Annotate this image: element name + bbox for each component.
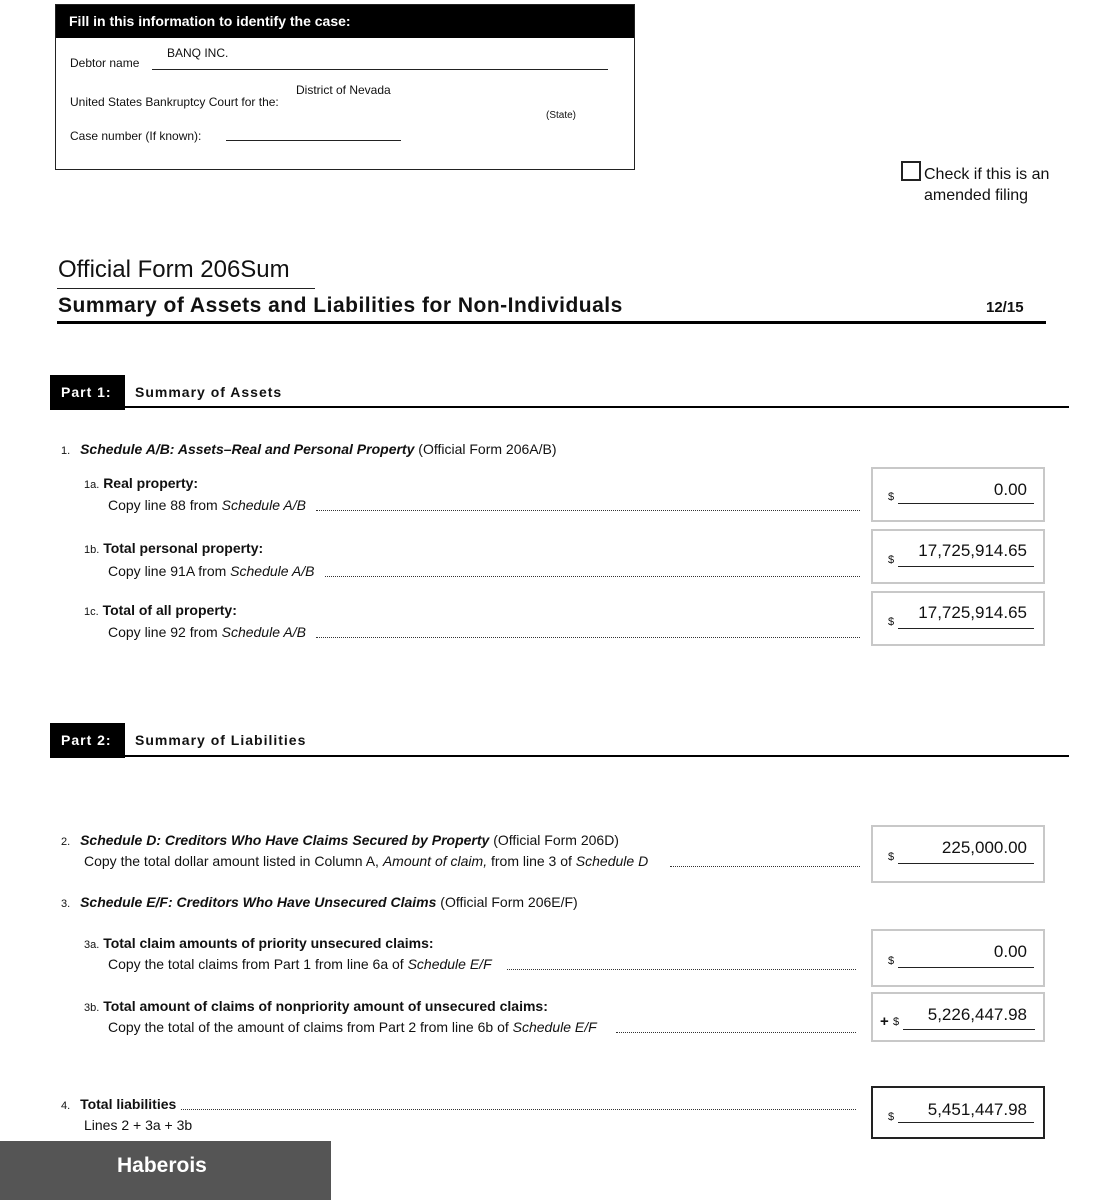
row-1a-amount: 0.00 [993,480,1027,499]
row-1b-leader [325,576,860,577]
case-number-field[interactable] [226,140,401,141]
case-info-header: Fill in this information to identify the case: [56,5,634,38]
amended-filing-label: Check if this is an amended filing [924,166,1050,204]
case-number-label: Case number (If known): [70,129,202,143]
part2-rule [50,755,1069,757]
row-1b-amount: 17,725,914.65 [918,541,1027,560]
row-3b-desc: Copy the total of the amount of claims from Part 2 from line 6b of Schedule E/F [108,1019,597,1035]
row-3a-desc: Copy the total claims from Part 1 from line 6a of Schedule E/F [108,956,492,972]
row-1c-leader [316,637,860,638]
item2-amount: 225,000.00 [941,838,1027,857]
court-district-value[interactable]: District of Nevada [296,83,391,97]
form-revision-date: 12/15 [986,299,1024,316]
item2-heading: 2. Schedule D: Creditors Who Have Claims Secured by Property (Official Form 206D) [61,832,619,848]
row-1c-desc: Copy line 92 from Schedule A/B [108,624,306,640]
item2-desc: Copy the total dollar amount listed in Column A, Amount of claim, from line 3 of Schedule D [84,853,649,869]
row-3a-leader [507,969,856,970]
item2-leader [670,866,860,867]
plus-sign: + [880,1013,889,1030]
watermark-label: Haberois [0,1141,331,1200]
debtor-name-label: Debtor name [70,56,140,70]
part2-title: Summary of Liabilities [135,732,307,748]
form-number-underline [57,288,315,289]
part1-tag: Part 1: [50,375,125,410]
row-3b-amount-box[interactable]: + $ 5,226,447.98 [871,992,1045,1042]
item4-heading: 4. Total liabilities [61,1096,177,1112]
case-info-box [55,4,635,170]
row-3b-label: 3b. Total amount of claims of nonpriority amount of unsecured claims: [84,998,548,1014]
row-3a-label: 3a. Total claim amounts of priority unsecured claims: [84,935,434,951]
title-rule [57,321,1046,324]
part2-tag: Part 2: [50,723,125,758]
row-3b-amount: 5,226,447.98 [927,1005,1027,1024]
item2-amount-box[interactable]: $ 225,000.00 [871,825,1045,883]
row-1c-label: 1c. Total of all property: [84,602,237,618]
row-1c-amount: 17,725,914.65 [918,603,1027,622]
state-label: (State) [546,110,577,121]
row-1a-leader [316,510,860,511]
row-3b-leader [616,1032,856,1033]
part1-title: Summary of Assets [135,384,283,400]
debtor-name-value[interactable]: BANQ INC. [167,46,229,60]
total-liabilities-box[interactable]: $ 5,451,447.98 [871,1086,1045,1139]
item1-heading: 1. Schedule A/B: Assets–Real and Personal Property (Official Form 206A/B) [61,441,557,457]
row-1a-label: 1a. Real property: [84,475,199,491]
item4-desc: Lines 2 + 3a + 3b [84,1117,193,1133]
debtor-name-line [152,69,608,70]
form-number: Official Form 206Sum [58,256,290,283]
row-3a-amount: 0.00 [993,942,1027,961]
row-1c-amount-box[interactable]: $ 17,725,914.65 [871,591,1045,646]
item3-heading: 3. Schedule E/F: Creditors Who Have Unsecured Claims (Official Form 206E/F) [61,894,578,910]
item4-leader [181,1109,856,1110]
row-1b-amount-box[interactable]: $ 17,725,914.65 [871,529,1045,584]
row-1b-desc: Copy line 91A from Schedule A/B [108,563,315,579]
amended-filing-checkbox[interactable] [901,161,921,181]
row-3a-amount-box[interactable]: $ 0.00 [871,929,1045,987]
form-title: Summary of Assets and Liabilities for Non-Individuals [58,294,623,317]
row-1a-desc: Copy line 88 from Schedule A/B [108,497,306,513]
total-liabilities-amount: 5,451,447.98 [927,1100,1027,1119]
row-1b-label: 1b. Total personal property: [84,540,264,556]
court-label: United States Bankruptcy Court for the: [70,95,279,109]
row-1a-amount-box[interactable]: $ 0.00 [871,467,1045,522]
part1-rule [50,406,1069,408]
